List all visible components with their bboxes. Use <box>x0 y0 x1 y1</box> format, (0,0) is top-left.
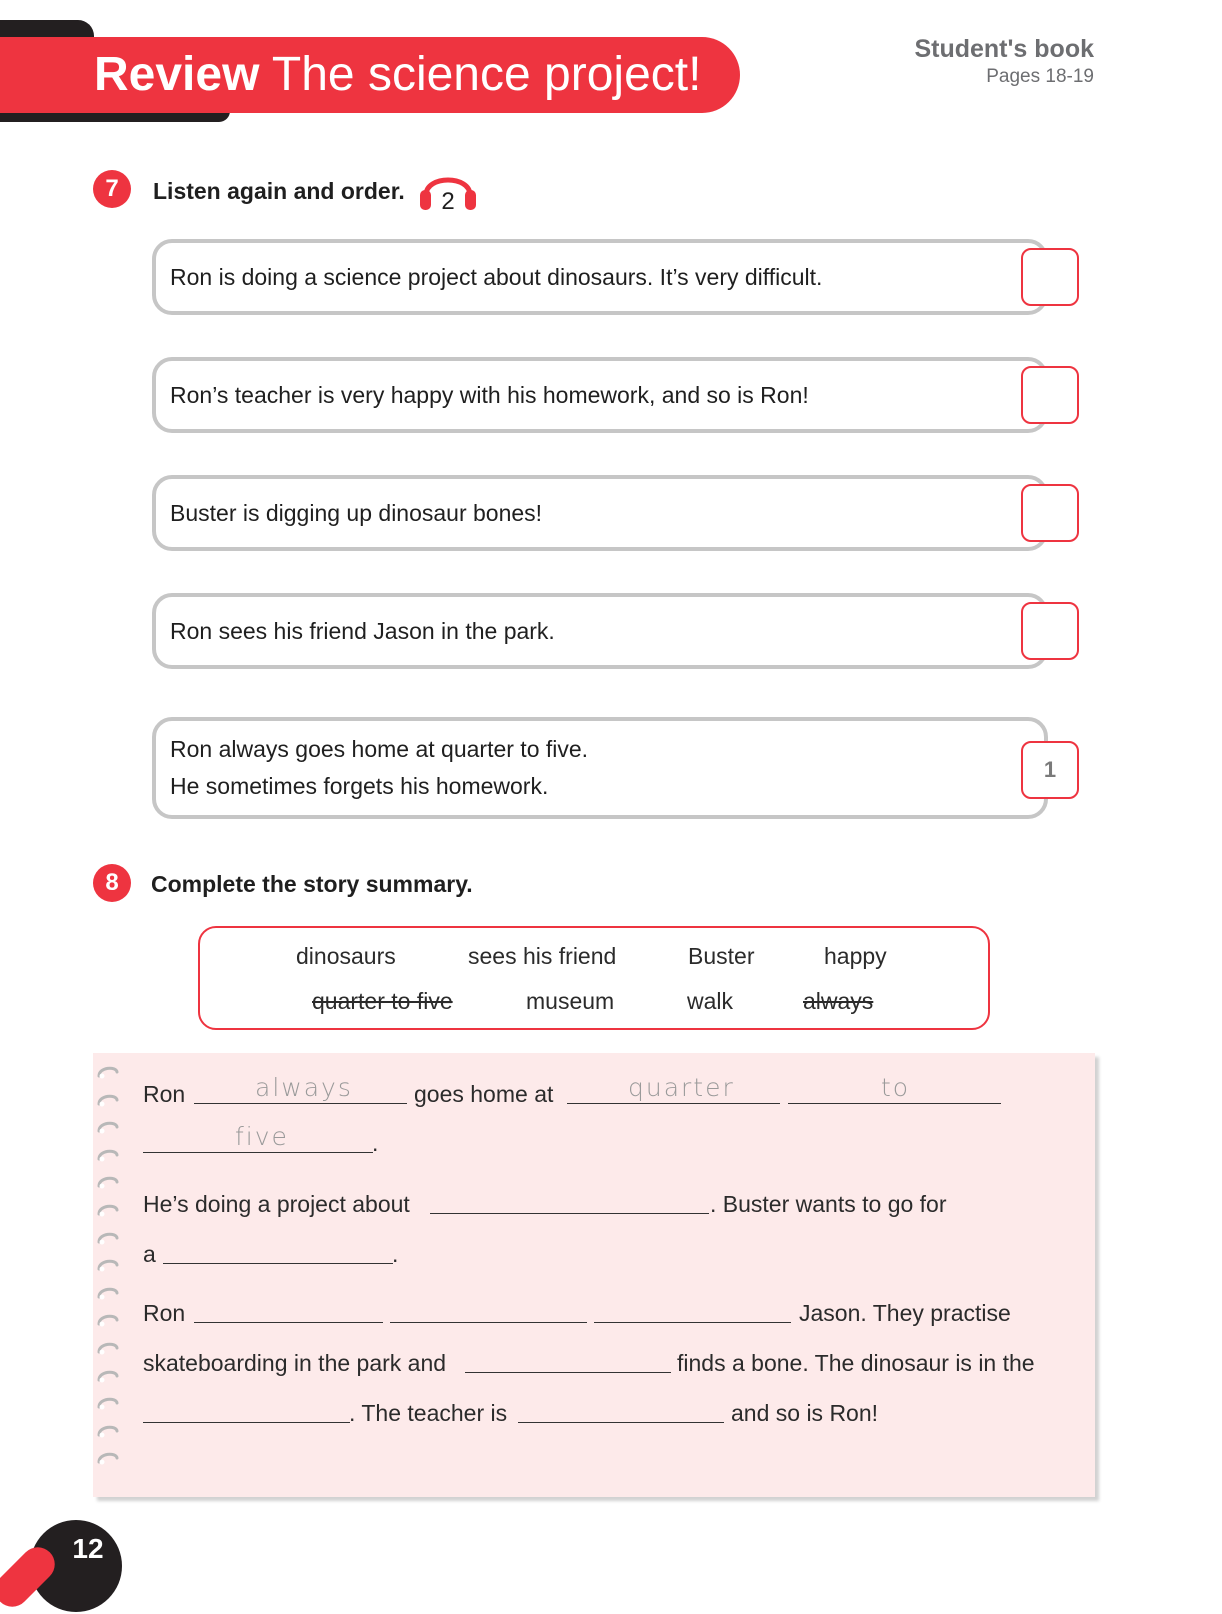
handwritten-answer: five <box>235 1122 289 1151</box>
summary-text: goes home at <box>414 1081 554 1107</box>
answer-box-3[interactable] <box>1021 484 1079 542</box>
exercise-8-number: 8 <box>93 864 131 902</box>
word-bank-item: museum <box>526 988 615 1014</box>
sentence-text: Ron is doing a science project about dinosaurs. It’s very difficult. <box>170 263 823 290</box>
spiral-ring-icon <box>96 1450 120 1466</box>
sentence-box-3 <box>152 475 1048 551</box>
spiral-ring-icon <box>96 1147 120 1163</box>
exercise-8-instruction: Complete the story summary. <box>151 871 473 897</box>
summary-text: skateboarding in the park and <box>143 1350 447 1376</box>
book-pages: Pages 18-19 <box>986 66 1094 87</box>
word-bank-item: Buster <box>688 943 755 969</box>
summary-text: finds a bone. The dinosaur is in the <box>677 1350 1035 1376</box>
sentence-text: He sometimes forgets his homework. <box>170 773 549 799</box>
summary-text: . <box>392 1241 399 1267</box>
handwritten-answer: always <box>255 1073 353 1102</box>
blank-8[interactable] <box>390 1322 587 1323</box>
summary-text: . Buster wants to go for <box>710 1191 947 1217</box>
blank-3[interactable] <box>788 1103 1001 1104</box>
spiral-ring-icon <box>96 1092 120 1108</box>
handwritten-answer: quarter <box>628 1073 735 1102</box>
sentence-box-1 <box>152 239 1048 315</box>
sentence-text: Ron always goes home at quarter to five. <box>170 736 589 762</box>
blank-10[interactable] <box>465 1372 671 1373</box>
story-summary-notebook <box>93 1053 1095 1497</box>
handwritten-answer: to <box>881 1073 911 1102</box>
sentence-box-2 <box>152 357 1048 433</box>
exercise-7-number: 7 <box>93 170 131 208</box>
spiral-ring-icon <box>96 1257 120 1273</box>
page-title <box>94 44 701 106</box>
answer-box-5[interactable]: 1 <box>1021 741 1079 799</box>
spiral-ring-icon <box>96 1174 120 1190</box>
summary-text: Ron <box>143 1300 186 1326</box>
spiral-ring-icon <box>96 1285 120 1301</box>
word-bank-item-crossed: quarter to five <box>312 988 453 1014</box>
blank-11[interactable] <box>143 1422 350 1423</box>
blank-7[interactable] <box>194 1322 383 1323</box>
spiral-ring-icon <box>96 1368 120 1384</box>
summary-text: and so is Ron! <box>731 1400 879 1426</box>
sentence-box-5 <box>152 717 1048 819</box>
book-reference <box>914 34 1094 90</box>
summary-text: Ron <box>143 1081 186 1107</box>
spiral-ring-icon <box>96 1202 120 1218</box>
summary-text: a <box>143 1241 156 1267</box>
blank-1[interactable] <box>194 1103 407 1104</box>
word-bank-item: dinosaurs <box>296 943 396 969</box>
spiral-ring-icon <box>96 1340 120 1356</box>
sentence-text: Ron’s teacher is very happy with his homework, and so is Ron! <box>170 381 809 408</box>
summary-text: . The teacher is <box>349 1400 508 1426</box>
page-title-rest: The science project! <box>271 48 702 101</box>
spiral-ring-icon <box>96 1230 120 1246</box>
blank-5[interactable] <box>430 1213 709 1214</box>
blank-9[interactable] <box>594 1322 791 1323</box>
spiral-ring-icon <box>96 1312 120 1328</box>
summary-text: . <box>372 1130 379 1156</box>
blank-6[interactable] <box>163 1263 393 1264</box>
sentence-text: Ron sees his friend Jason in the park. <box>170 617 555 644</box>
blank-4[interactable] <box>143 1152 373 1153</box>
word-bank-item-crossed: always <box>803 988 874 1014</box>
page-number: 12 <box>72 1533 104 1564</box>
spiral-ring-icon <box>96 1423 120 1439</box>
track-number: 2 <box>441 188 455 213</box>
word-bank-item: walk <box>687 988 734 1014</box>
word-bank-item: sees his friend <box>468 943 617 969</box>
spiral-ring-icon <box>96 1119 120 1135</box>
answer-box-4[interactable] <box>1021 602 1079 660</box>
answer-box-1[interactable] <box>1021 248 1079 306</box>
page-title-strong: Review <box>94 48 260 101</box>
summary-text: Jason. They practise <box>799 1300 1011 1326</box>
blank-2[interactable] <box>567 1103 780 1104</box>
blank-12[interactable] <box>518 1422 724 1423</box>
sentence-box-4 <box>152 593 1048 669</box>
book-label: Student's book <box>914 35 1094 63</box>
word-bank-item: happy <box>824 943 887 969</box>
headphones-icon <box>418 165 478 213</box>
summary-text: He’s doing a project about <box>143 1191 410 1217</box>
exercise-7-instruction: Listen again and order. <box>153 178 405 204</box>
spiral-ring-icon <box>96 1395 120 1411</box>
sentence-text: Buster is digging up dinosaur bones! <box>170 499 543 526</box>
spiral-ring-icon <box>96 1064 120 1080</box>
answer-box-2[interactable] <box>1021 366 1079 424</box>
